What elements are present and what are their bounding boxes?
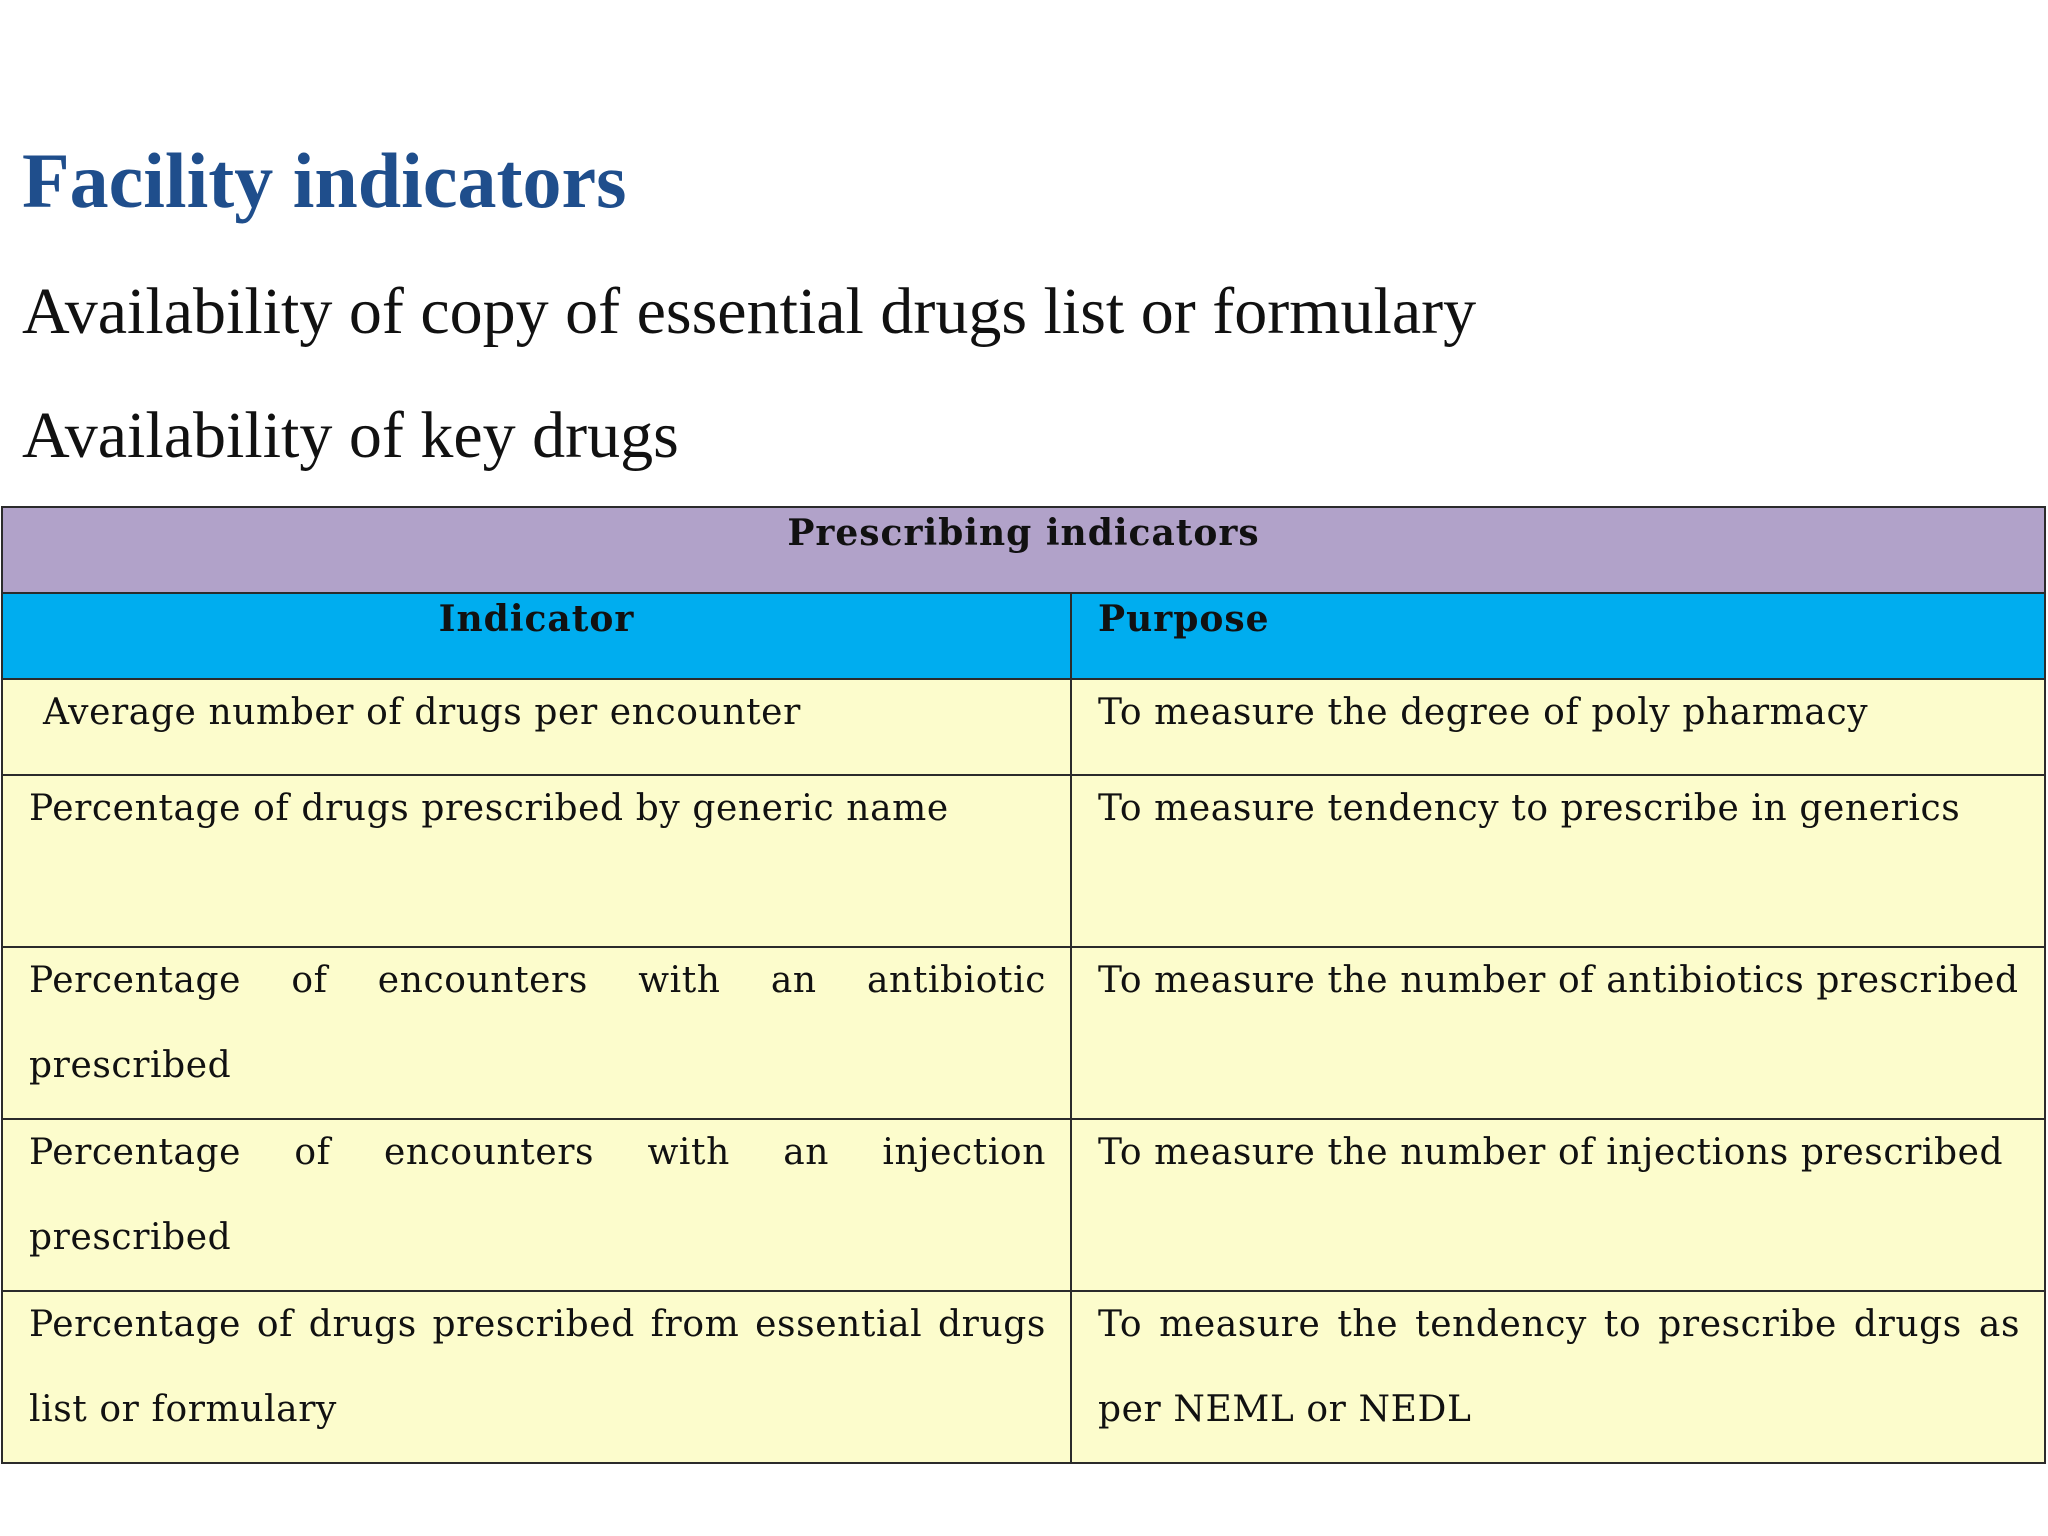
- purpose-cell: [1071, 1119, 2045, 1291]
- prescribing-indicators-table: [1, 506, 2046, 1464]
- indicator-cell: [2, 1291, 1071, 1463]
- indicator-cell: [2, 679, 1071, 775]
- table-row: [2, 775, 2045, 947]
- indicator-cell: [2, 947, 1071, 1119]
- bullet-essential-drugs-list: Availability of copy of essential drugs list or formulary: [22, 275, 1477, 348]
- table-row: [2, 1119, 2045, 1291]
- indicator-text: Percentage of drugs prescribed by generic name: [29, 788, 949, 829]
- purpose-text: To measure the tendency to prescribe drugs as per NEML or NEDL: [1098, 1304, 2021, 1430]
- purpose-text: To measure the degree of poly pharmacy: [1098, 692, 1869, 733]
- column-header-indicator: Indicator: [2, 593, 1071, 679]
- purpose-cell: [1071, 1291, 2045, 1463]
- table-row: [2, 947, 2045, 1119]
- column-header-purpose: Purpose: [1071, 593, 2045, 679]
- indicator-text: Percentage of drugs prescribed from essential drugs list or formulary: [29, 1304, 1046, 1430]
- purpose-text: To measure the number of injections prescribed: [1098, 1132, 2004, 1173]
- indicator-text: Percentage of encounters with an injection prescribed: [29, 1132, 1046, 1258]
- bullet-key-drugs: Availability of key drugs: [22, 399, 679, 472]
- indicator-cell: [2, 1119, 1071, 1291]
- table-row: [2, 1291, 2045, 1463]
- purpose-cell: [1071, 947, 2045, 1119]
- purpose-text: To measure the number of antibiotics prescribed: [1098, 960, 2019, 1001]
- table-caption: Prescribing indicators: [2, 507, 2045, 593]
- table-caption-row: [2, 507, 2045, 593]
- indicator-cell: [2, 775, 1071, 947]
- table-header-row: [2, 593, 2045, 679]
- indicator-text: Average number of drugs per encounter: [43, 692, 801, 733]
- purpose-cell: [1071, 679, 2045, 775]
- purpose-cell: [1071, 775, 2045, 947]
- indicator-text: Percentage of encounters with an antibiotic prescribed: [29, 960, 1046, 1086]
- table-row: [2, 679, 2045, 775]
- purpose-text: To measure tendency to prescribe in generics: [1098, 788, 1961, 829]
- slide-title: Facility indicators: [22, 137, 627, 224]
